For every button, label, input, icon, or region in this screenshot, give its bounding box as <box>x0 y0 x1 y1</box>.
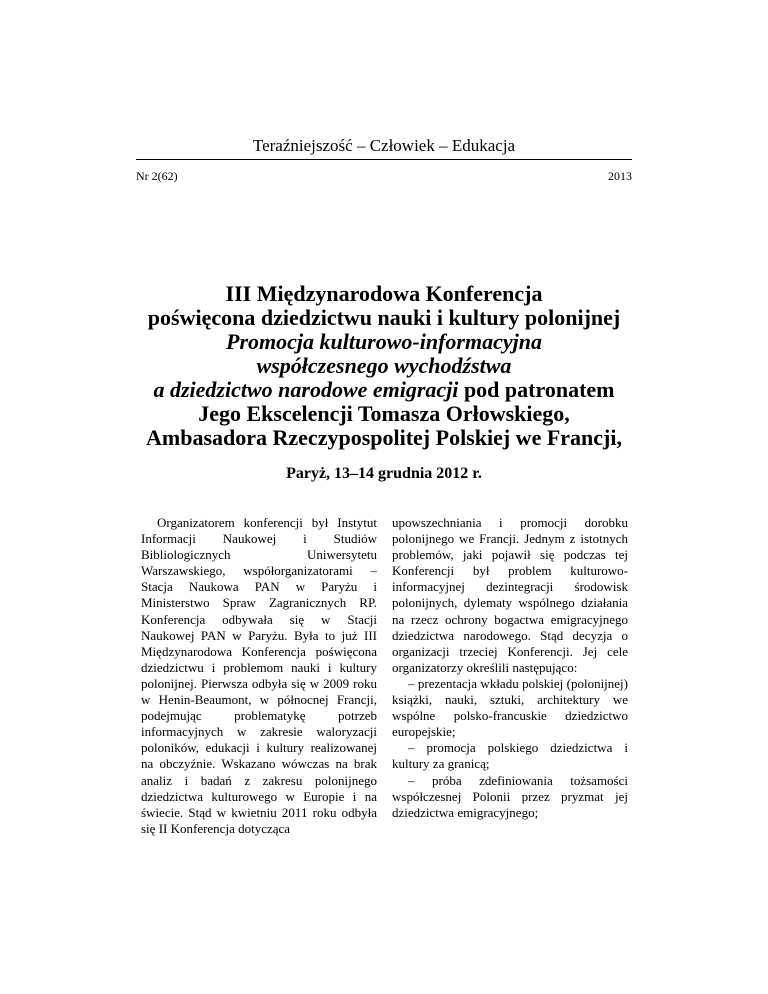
title-line-italic: współczesnego wychodźstwa <box>256 353 512 378</box>
title-line: poświęcona dziedzictwu nauki i kultury polonijnej <box>147 305 621 330</box>
list-item: – prezentacja wkładu polskiej (polonijnej) książki, nauki, sztuki, architektury we wspólne polsko-francuskie dziedzictwo europejskie; <box>392 675 628 740</box>
issue-year: 2013 <box>608 169 632 183</box>
journal-title: Teraźniejszość – Człowiek – Edukacja <box>252 136 516 155</box>
title-line: Ambasadora Rzeczypospolitej Polskiej we Francji, <box>146 425 622 450</box>
title-line: III Międzynarodowa Konferencja <box>225 281 543 306</box>
title-line-italic: Promocja kulturowo-informacyjna <box>226 329 542 354</box>
article-title <box>100 282 668 450</box>
left-column <box>141 515 377 837</box>
title-normal-part: pod patronatem <box>458 377 615 402</box>
title-italic-part: a dziedzictwo narodowe emigracji <box>153 377 459 402</box>
title-line: Jego Ekscelencji Tomasza Orłowskiego, <box>198 401 570 426</box>
list-item: – próba zdefiniowania tożsamości współczesnej Polonii przez pryzmat jej dziedzictwa emigracyjnego; <box>392 772 628 820</box>
header-rule <box>136 159 632 160</box>
paragraph: Organizatorem konferencji był Instytut Informacji Naukowej i Studiów Bibliologicznych Uniwersytetu Warszawskiego, współorganizatorami – Stacja Naukowa PAN w Paryżu i Ministerstwo Spraw Zagranicznych RP. Konferencja odbywała się w Stacji Naukowej PAN w Paryżu. Była to już III Międzynarodowa Konferencja poświęcona dziedzictwu i problemom nauki i kultury polonijnej. Pierwsza odbyła się w 2009 roku w Henin-Beaumont, w północnej Francji, podejmując problematykę potrzeb informacyjnych w zakresie waloryzacji poloników, edukacji i kultury realizowanej na obczyźnie. Wskazano wówczas na brak analiz i badań z zakresu polonijnego dziedzictwa kulturowego w Europie i na świecie. Stąd w kwietniu 2011 roku odbyła się II Konferencja dotycząca <box>141 515 377 836</box>
right-column <box>392 515 628 821</box>
place-date: Paryż, 13–14 grudnia 2012 r. <box>286 465 482 482</box>
title-line-mixed <box>100 378 668 402</box>
issue-number: Nr 2(62) <box>136 169 178 183</box>
paragraph: upowszechniania i promocji dorobku polonijnego we Francji. Jednym z istotnych problemów, jaki pojawił się podczas tej Konferencji był problem kulturowo-informacyjnej dezintegracji środowisk polonijnych, dylematy wspólnego działania na rzecz ochrony bogactwa emigracyjnego dziedzictwa narodowego. Stąd decyzja o organizacji trzeciej Konferencji. Jej cele organizatorzy określili następująco: <box>392 515 628 675</box>
list-item: – promocja polskiego dziedzictwa i kultury za granicą; <box>392 740 628 772</box>
